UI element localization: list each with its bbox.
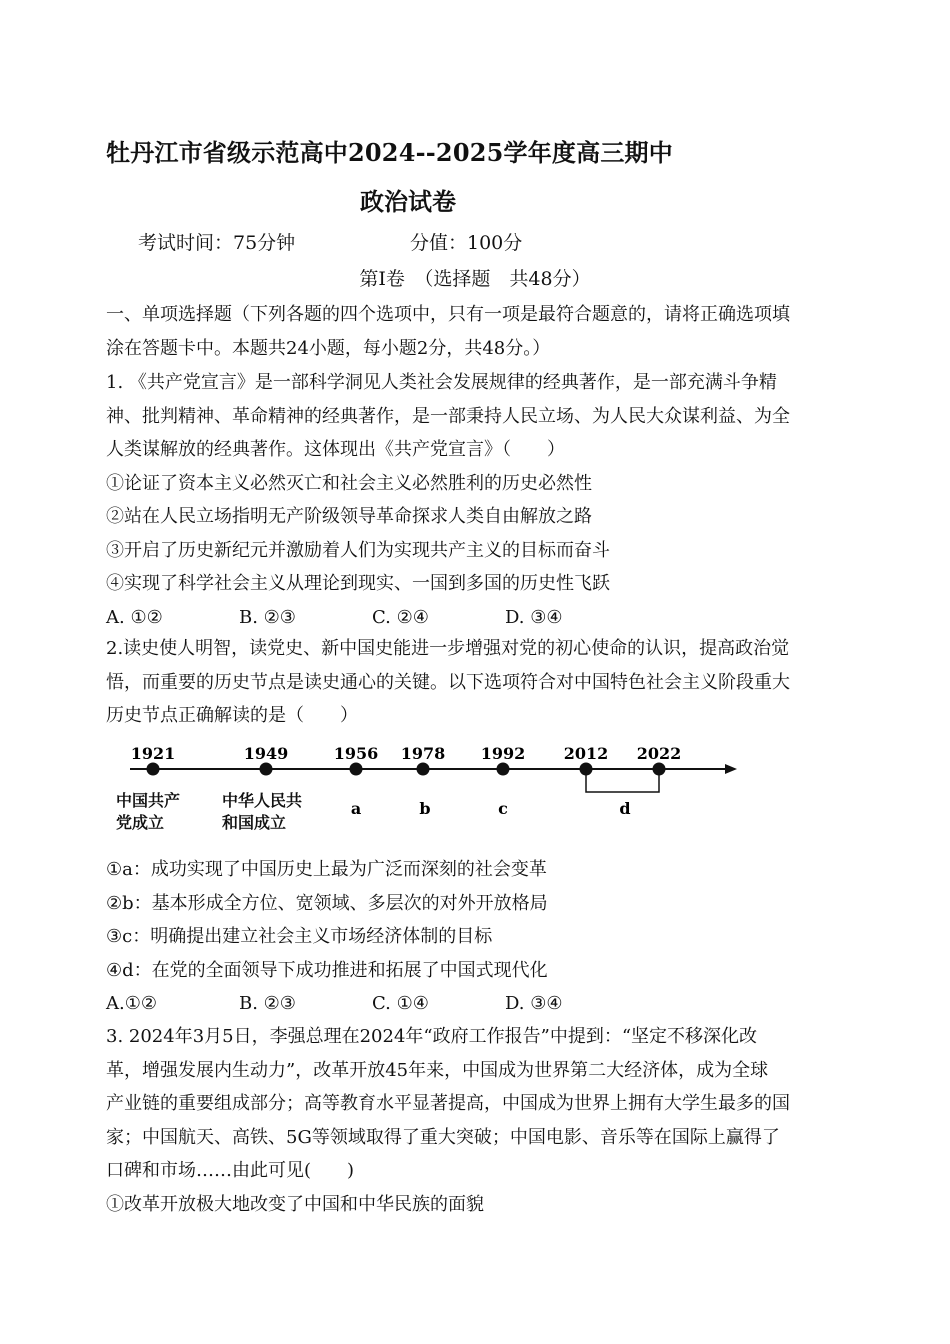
question-2-statements (106, 853, 846, 1021)
year-label: 1992 (480, 744, 526, 763)
statement-4: ④d：在党的全面领导下成功推进和拓展了中国式现代化 (106, 959, 548, 981)
option-d: D. ③④ (505, 606, 563, 628)
question-3 (106, 1020, 846, 1221)
event-label-1949: 中华人民共 和国成立 (222, 791, 303, 832)
exam-time: 考试时间：75分钟 (138, 232, 296, 254)
event-label-b: b (419, 799, 431, 818)
timeline-graphic (106, 740, 756, 840)
history-timeline (106, 740, 756, 840)
exam-score: 分值：100分 (410, 232, 523, 254)
question-stem: 3. 2024年3月5日，李强总理在2024年“政府工作报告”中提到：“坚定不移深化改 (106, 1026, 758, 1047)
exam-title: 牡丹江市省级示范高中2024--2025学年度高三期中 (106, 138, 673, 167)
year-label: 1978 (400, 744, 446, 763)
year-label: 2022 (636, 744, 682, 763)
arrow-head-icon (725, 764, 737, 774)
period-bracket (586, 769, 659, 792)
question-stem: 神、批判精神、革命精神的经典著作，是一部秉持人民立场、为人民大众谋利益、为全 (106, 405, 790, 427)
question-stem: 2.读史使人明智，读党史、新中国史能进一步增强对党的初心使命的认识，提高政治觉 (106, 638, 790, 659)
statement-3: ③开启了历史新纪元并激励着人们为实现共产主义的目标而奋斗 (106, 539, 610, 561)
question-stem: 人类谋解放的经典著作。这体现出《共产党宣言》（ ） (106, 439, 565, 460)
question-stem: 1. 《共产党宣言》是一部科学洞见人类社会发展规律的经典著作，是一部充满斗争精 (106, 372, 777, 393)
section-heading: 第Ⅰ卷 （选择题 共48分） (359, 268, 591, 290)
timeline-dot-1956 (350, 763, 363, 776)
statement-1: ①改革开放极大地改变了中国和中华民族的面貌 (106, 1193, 484, 1215)
statement-2: ②b：基本形成全方位、宽领域、多层次的对外开放格局 (106, 892, 548, 914)
instructions (106, 298, 846, 365)
question-stem: 革，增强发展内生动力”，改革开放45年来，中国成为世界第二大经济体，成为全球 (106, 1059, 769, 1081)
option-a: A.①② (106, 993, 157, 1014)
year-label: 1956 (333, 744, 379, 763)
question-stem: 悟，而重要的历史节点是读史通心的关键。以下选项符合对中国特色社会主义阶段重大 (106, 671, 790, 693)
option-b: B. ②③ (239, 993, 296, 1014)
year-label: 1949 (243, 744, 289, 763)
event-label-d: d (619, 799, 631, 818)
event-label-c: c (498, 799, 508, 818)
option-c: C. ②④ (372, 606, 429, 628)
exam-subtitle: 政治试卷 (360, 187, 456, 216)
answer-options (106, 601, 846, 635)
event-label-a: a (350, 799, 362, 818)
question-stem: 产业链的重要组成部分；高等教育水平显著提高，中国成为世界上拥有大学生最多的国 (106, 1093, 790, 1114)
option-b: B. ②③ (239, 606, 296, 628)
timeline-dot-1978 (417, 763, 430, 776)
year-label: 2012 (563, 744, 609, 763)
option-c: C. ①④ (372, 993, 429, 1014)
question-1 (106, 366, 846, 634)
statement-4: ④实现了科学社会主义从理论到现实、一国到多国的历史性飞跃 (106, 573, 610, 594)
timeline-dot-1992 (497, 763, 510, 776)
option-a: A. ①② (106, 606, 163, 628)
event-label-1921: 中国共产 党成立 (116, 791, 181, 832)
instructions-line: 一、单项选择题（下列各题的四个选项中，只有一项是最符合题意的，请将正确选项填 (106, 304, 790, 325)
timeline-dot-1949 (260, 763, 273, 776)
option-d: D. ③④ (505, 993, 563, 1014)
statement-1: ①a：成功实现了中国历史上最为广泛而深刻的社会变革 (106, 859, 547, 880)
question-stem: 口碑和市场……由此可见( ) (106, 1160, 355, 1181)
statement-2: ②站在人民立场指明无产阶级领导革命探求人类自由解放之路 (106, 506, 592, 527)
exam-meta (138, 228, 523, 255)
answer-options (106, 987, 846, 1021)
timeline-dot-1921 (147, 763, 160, 776)
instructions-line: 涂在答题卡中。本题共24小题，每小题2分，共48分。） (106, 337, 551, 359)
question-stem: 家；中国航天、高铁、5G等领域取得了重大突破；中国电影、音乐等在国际上赢得了 (106, 1126, 780, 1148)
statement-1: ①论证了资本主义必然灭亡和社会主义必然胜利的历史必然性 (106, 472, 592, 494)
statement-3: ③c：明确提出建立社会主义市场经济体制的目标 (106, 926, 493, 947)
year-label: 1921 (130, 744, 176, 763)
question-stem: 历史节点正确解读的是（ ） (106, 705, 358, 726)
question-2-stem (106, 632, 846, 733)
